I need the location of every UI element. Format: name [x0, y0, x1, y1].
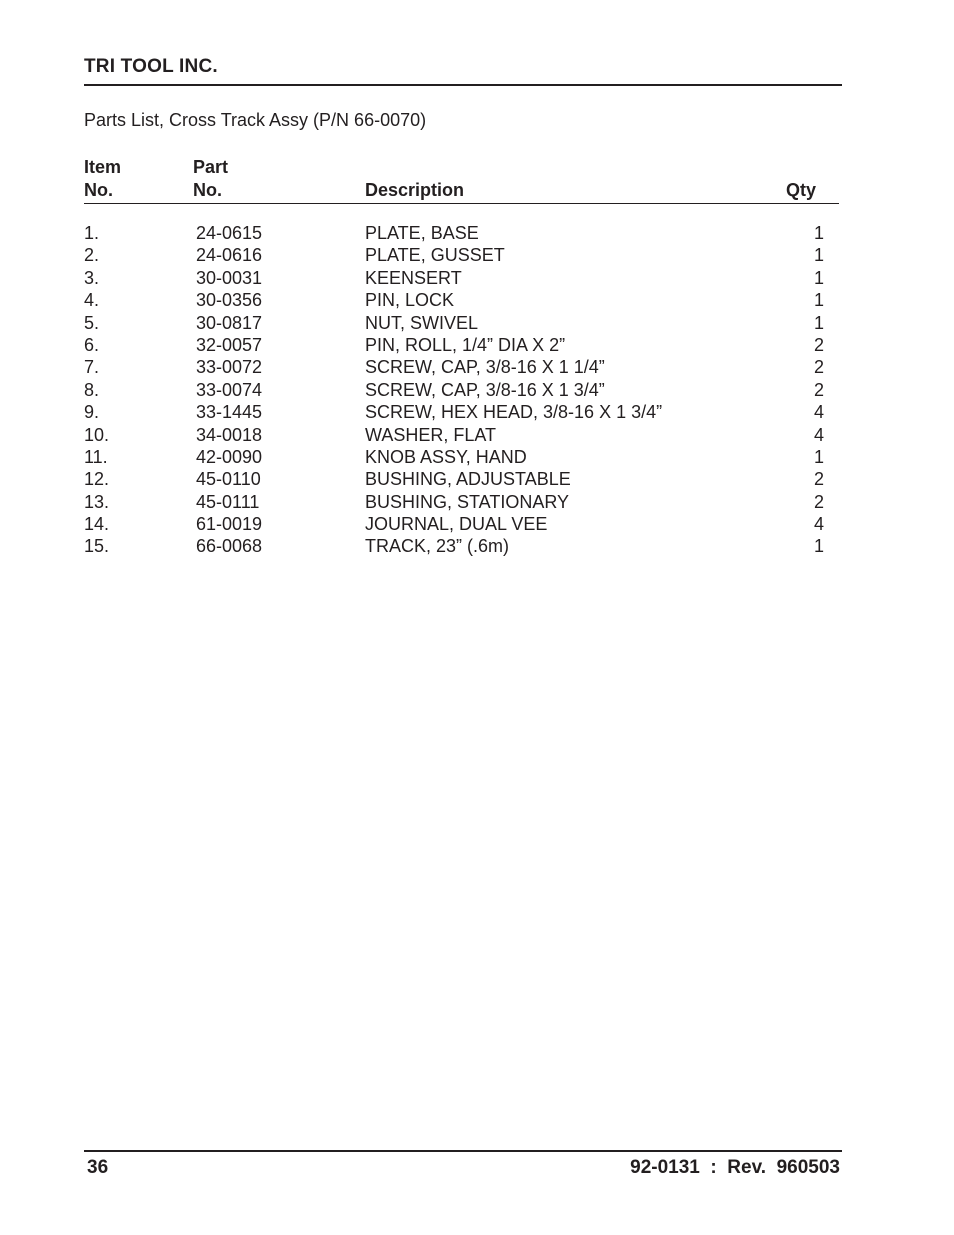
- table-row: [84, 379, 840, 401]
- quantity: 1: [813, 446, 824, 467]
- column-header-item: [84, 156, 121, 202]
- part-number: 32-0057: [196, 334, 263, 355]
- table-row: [84, 244, 840, 266]
- table-row: [84, 267, 840, 289]
- footer-divider: [84, 1150, 842, 1152]
- part-description: KEENSERT: [365, 267, 462, 288]
- item-number: 5.: [84, 312, 100, 333]
- column-header-part-line2: No.: [193, 180, 222, 200]
- part-number: 66-0068: [196, 536, 263, 557]
- part-number: 30-0031: [196, 267, 263, 288]
- part-description: TRACK, 23” (.6m): [365, 536, 510, 557]
- part-description: KNOB ASSY, HAND: [365, 446, 527, 467]
- table-row: [84, 401, 840, 423]
- part-number: 33-1445: [196, 402, 263, 423]
- item-number: 13.: [84, 491, 110, 512]
- quantity: 2: [813, 334, 824, 355]
- item-number: 11.: [84, 446, 108, 467]
- quantity: 4: [813, 402, 824, 423]
- quantity: 2: [813, 469, 824, 490]
- part-number: 45-0111: [196, 491, 260, 512]
- part-number: 30-0356: [196, 290, 263, 311]
- table-row: [84, 312, 840, 334]
- part-description: SCREW, CAP, 3/8-16 X 1 1/4”: [365, 357, 605, 378]
- part-number: 61-0019: [196, 514, 263, 535]
- table-row: [84, 356, 840, 378]
- item-number: 12.: [84, 469, 110, 490]
- table-row: [84, 535, 840, 557]
- part-description: SCREW, CAP, 3/8-16 X 1 3/4”: [365, 379, 605, 400]
- item-number: 6.: [84, 334, 100, 355]
- table-row: [84, 468, 840, 490]
- quantity: 2: [813, 379, 824, 400]
- quantity: 1: [813, 536, 824, 557]
- item-number: 4.: [84, 290, 100, 311]
- column-header-item-line2: No.: [84, 180, 113, 200]
- quantity: 1: [813, 290, 824, 311]
- table-row: [84, 334, 840, 356]
- item-number: 3.: [84, 267, 100, 288]
- item-number: 1.: [84, 223, 100, 243]
- document-subtitle: Parts List, Cross Track Assy (P/N 66-0070): [84, 110, 427, 130]
- item-number: 8.: [84, 379, 100, 400]
- part-description: JOURNAL, DUAL VEE: [365, 514, 548, 535]
- part-description: NUT, SWIVEL: [365, 312, 479, 333]
- document-revision: 92-0131 : Rev. 960503: [630, 1157, 840, 1178]
- column-header-part: [193, 156, 228, 202]
- part-description: WASHER, FLAT: [365, 424, 497, 445]
- part-description: SCREW, HEX HEAD, 3/8-16 X 1 3/4”: [365, 402, 663, 423]
- table-header-divider: [84, 203, 839, 204]
- column-header-qty: Qty: [786, 180, 817, 200]
- item-number: 10.: [84, 424, 110, 445]
- part-description: BUSHING, STATIONARY: [365, 491, 570, 512]
- quantity: 1: [813, 312, 824, 333]
- column-header-description: Description: [365, 180, 465, 200]
- item-number: 15.: [84, 536, 110, 557]
- quantity: 4: [813, 514, 824, 535]
- page-number: 36: [87, 1157, 109, 1178]
- table-row: [84, 222, 840, 244]
- part-number: 34-0018: [196, 424, 263, 445]
- table-row: [84, 513, 840, 535]
- part-number: 30-0817: [196, 312, 263, 333]
- part-description: PIN, ROLL, 1/4” DIA X 2”: [365, 334, 566, 355]
- item-number: 7.: [84, 357, 100, 378]
- part-description: PIN, LOCK: [365, 290, 455, 311]
- table-row: [84, 424, 840, 446]
- header-divider: [84, 84, 842, 86]
- part-number: 24-0615: [196, 223, 263, 243]
- part-number: 42-0090: [196, 446, 263, 467]
- part-description: PLATE, BASE: [365, 223, 479, 243]
- column-header-item-line1: Item: [84, 157, 122, 177]
- part-number: 24-0616: [196, 245, 263, 266]
- quantity: 1: [813, 267, 824, 288]
- company-name: TRI TOOL INC.: [84, 56, 218, 77]
- item-number: 9.: [84, 402, 100, 423]
- parts-table: [84, 222, 840, 558]
- part-description: BUSHING, ADJUSTABLE: [365, 469, 571, 490]
- table-row: [84, 446, 840, 468]
- quantity: 1: [813, 245, 824, 266]
- quantity: 1: [813, 223, 824, 243]
- part-number: 33-0072: [196, 357, 263, 378]
- item-number: 14.: [84, 514, 110, 535]
- part-description: PLATE, GUSSET: [365, 245, 505, 266]
- item-number: 2.: [84, 245, 100, 266]
- part-number: 45-0110: [196, 469, 261, 490]
- part-number: 33-0074: [196, 379, 263, 400]
- quantity: 2: [813, 357, 824, 378]
- table-row: [84, 289, 840, 311]
- quantity: 2: [813, 491, 824, 512]
- table-row: [84, 491, 840, 513]
- column-header-part-line1: Part: [193, 157, 229, 177]
- quantity: 4: [813, 424, 824, 445]
